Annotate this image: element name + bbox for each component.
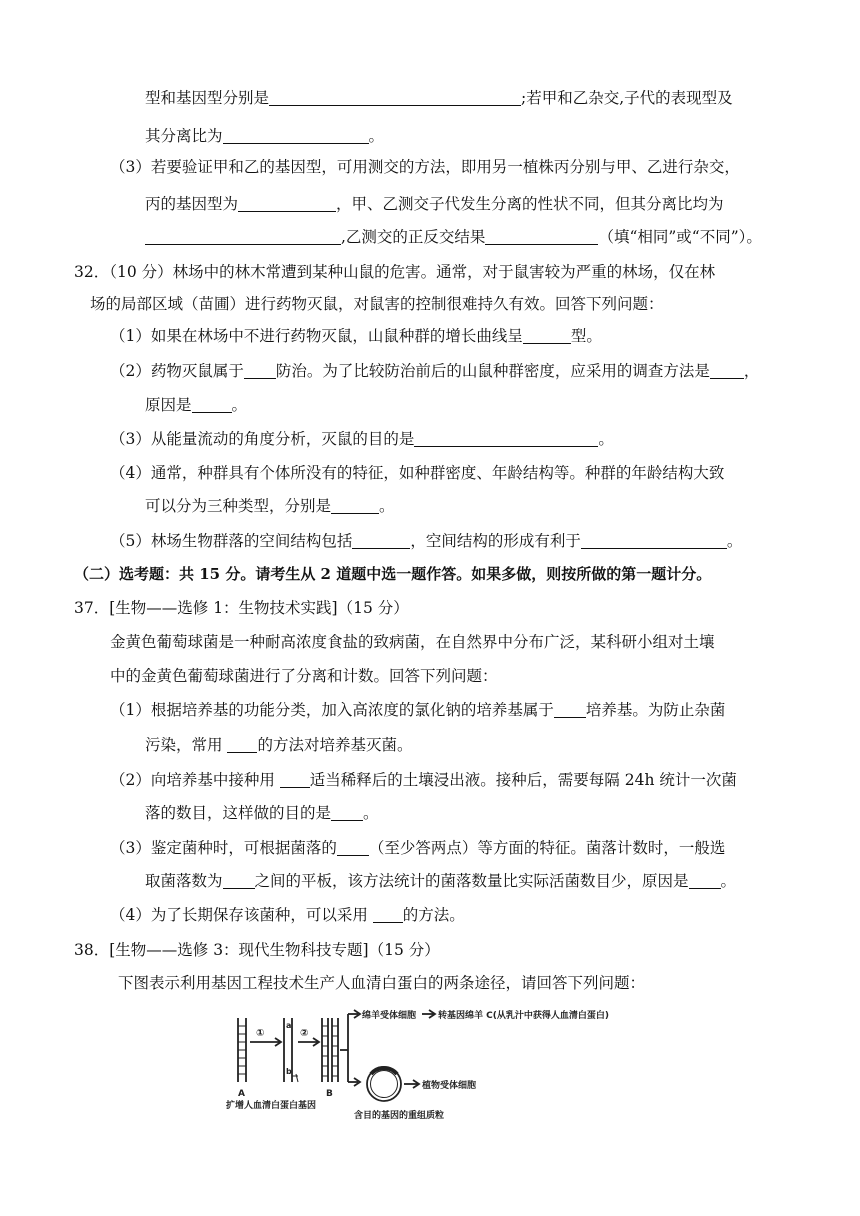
answer-blank bbox=[238, 196, 336, 212]
answer-blank bbox=[244, 363, 276, 379]
strand-a-label: a bbox=[286, 1021, 292, 1030]
transgenic-sheep-C: 转基因绵羊 C(从乳汁中获得人血清白蛋白) bbox=[438, 1011, 609, 1021]
q32-part4-line2: 可以分为三种类型，分别是 。 bbox=[145, 497, 395, 515]
q37-heading: 37．[生物——选修 1：生物技术实践]（15 分） bbox=[74, 599, 409, 617]
answer-blank bbox=[223, 128, 369, 144]
q37-part2-line1: （2）向培养基中接种用 适当稀释后的土壤浸出液。接种后，需要每隔 24h 统计一次菌 bbox=[110, 771, 737, 789]
answer-blank bbox=[227, 737, 257, 753]
q32-heading-line2: 场的局部区域（苗圃）进行药物灭鼠，对鼠害的控制很难持久有效。回答下列问题： bbox=[90, 295, 664, 313]
section-heading: （二）选考题：共 15 分。请考生从 2 道题中选一题作答。如果多做，则按所做的第一题计分。 bbox=[74, 565, 712, 583]
answer-blank bbox=[280, 772, 310, 788]
step-1-label: ① bbox=[256, 1028, 265, 1039]
plasmid-caption: 含目的基因的重组质粒 bbox=[354, 1111, 445, 1121]
q32-part2-line2: 原因是 。 bbox=[145, 396, 248, 414]
dna-A-label: A bbox=[238, 1089, 245, 1099]
sheep-recipient-cell: 绵羊受体细胞 bbox=[362, 1011, 417, 1021]
answer-blank bbox=[581, 533, 727, 549]
q38-intro: 下图表示利用基因工程技术生产人血清白蛋白的两条途径，请回答下列问题： bbox=[118, 974, 646, 992]
q31-part3-line1: （3）若要验证甲和乙的基因型，可用测交的方法，即用另一植株丙分别与甲、乙进行杂交， bbox=[110, 158, 740, 176]
answer-blank bbox=[337, 840, 369, 856]
answer-blank bbox=[689, 873, 721, 889]
q37-intro-line2: 中的金黄色葡萄球菌进行了分离和计数。回答下列问题： bbox=[110, 667, 498, 685]
answer-blank bbox=[373, 907, 403, 923]
answer-blank bbox=[710, 363, 744, 379]
q32-heading-line1: 32．（10 分）林场中的林木常遭到某种山鼠的危害。通常，对于鼠害较为严重的林场，仅在林 bbox=[74, 263, 716, 281]
q38-heading: 38．[生物——选修 3：现代生物科技专题]（15 分） bbox=[74, 941, 440, 959]
answer-blank bbox=[145, 229, 341, 245]
q37-part3-line1: （3）鉴定菌种时，可根据菌落的 （至少答两点）等方面的特征。菌落计数时，一般选 bbox=[110, 839, 726, 857]
q37-part3-line2: 取菌落数为 之间的平板，该方法统计的菌落数量比实际活菌数目少，原因是 。 bbox=[145, 872, 737, 890]
step-2-label: ② bbox=[300, 1028, 309, 1039]
answer-blank bbox=[523, 328, 571, 344]
gene-engineering-diagram bbox=[220, 996, 660, 1128]
q37-part1-line2: 污染，常用 的方法对培养基灭菌。 bbox=[145, 736, 413, 754]
q31-part3-line2: 丙的基因型为 ，甲、乙测交子代发生分离的性状不同，但其分离比均为 bbox=[145, 195, 724, 213]
answer-blank bbox=[223, 873, 255, 889]
q37-part2-line2: 落的数目，这样做的目的是 。 bbox=[145, 804, 379, 822]
q31-line1: 型和基因型分别是 ;若甲和乙杂交,子代的表现型及 bbox=[145, 89, 733, 107]
q32-part3: （3）从能量流动的角度分析，灭鼠的目的是 。 bbox=[110, 430, 614, 448]
answer-blank bbox=[269, 90, 521, 106]
q31-line2: 其分离比为 。 bbox=[145, 127, 385, 145]
answer-blank bbox=[331, 805, 363, 821]
q37-part1-line1: （1）根据培养基的功能分类，加入高浓度的氯化钠的培养基属于 培养基。为防止杂菌 bbox=[110, 701, 726, 719]
answer-blank bbox=[554, 702, 586, 718]
answer-blank bbox=[192, 397, 232, 413]
strand-b-label: b bbox=[286, 1067, 292, 1076]
answer-blank bbox=[352, 533, 410, 549]
answer-blank bbox=[414, 431, 598, 447]
plant-recipient-cell: 植物受体细胞 bbox=[422, 1081, 477, 1091]
answer-blank bbox=[485, 229, 598, 245]
q32-part1: （1）如果在林场中不进行药物灭鼠，山鼠种群的增长曲线呈 型。 bbox=[110, 327, 602, 345]
q32-part2-line1: （2）药物灭鼠属于 防治。为了比较防治前后的山鼠种群密度，应采用的调查方法是 ， bbox=[110, 362, 760, 380]
answer-blank bbox=[331, 498, 379, 514]
q37-part4: （4）为了长期保存该菌种，可以采用 的方法。 bbox=[110, 906, 465, 924]
q31-part3-line3: ,乙测交的正反交结果 （填“相同”或“不同”）。 bbox=[145, 227, 762, 247]
dna-B-label: B bbox=[326, 1089, 333, 1099]
q32-part4-line1: （4）通常，种群具有个体所没有的特征，如种群密度、年龄结构等。种群的年龄结构大致 bbox=[110, 464, 725, 482]
q32-part5: （5）林场生物群落的空间结构包括 ，空间结构的形成有利于 。 bbox=[110, 532, 743, 550]
caption-A: 扩增人血清白蛋白基因 bbox=[226, 1101, 317, 1111]
q37-intro-line1: 金黄色葡萄球菌是一种耐高浓度食盐的致病菌，在自然界中分布广泛，某科研小组对土壤 bbox=[110, 633, 715, 651]
